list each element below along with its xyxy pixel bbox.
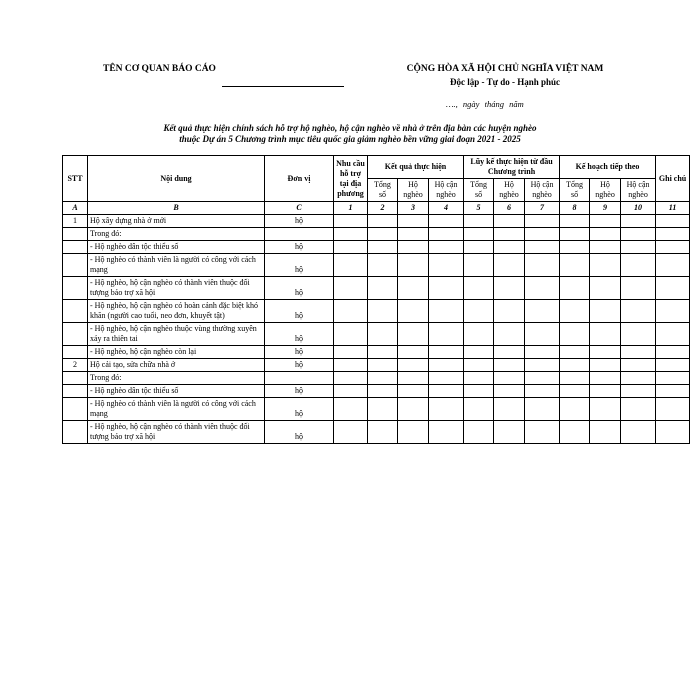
table-row (63, 421, 690, 444)
row-stt (63, 346, 88, 359)
value-cell (368, 346, 398, 359)
value-cell (464, 215, 494, 228)
value-cell (590, 215, 621, 228)
value-cell (621, 359, 656, 372)
report-title-line-1: Kết quả thực hiện chính sách hỗ trợ hộ nghèo, hộ cận nghèo về nhà ở trên địa bàn các huyện nghèo (163, 123, 537, 133)
row-stt (63, 323, 88, 346)
value-cell (590, 346, 621, 359)
value-cell (464, 300, 494, 323)
value-cell (560, 372, 590, 385)
value-cell (621, 277, 656, 300)
index-cell: 7 (525, 202, 560, 215)
value-cell (590, 421, 621, 444)
value-cell (368, 228, 398, 241)
value-cell (494, 346, 525, 359)
value-cell (621, 241, 656, 254)
agency-underline (222, 86, 344, 87)
index-cell: 5 (464, 202, 494, 215)
value-cell (494, 254, 525, 277)
value-cell (368, 385, 398, 398)
col-result-total: Tổng số (368, 179, 398, 202)
value-cell (334, 346, 368, 359)
value-cell (368, 254, 398, 277)
value-cell (334, 323, 368, 346)
row-unit: hộ (265, 359, 334, 372)
row-unit: hộ (265, 323, 334, 346)
value-cell (656, 385, 690, 398)
col-result-poor: Hộ nghèo (398, 179, 429, 202)
value-cell (560, 300, 590, 323)
value-cell (368, 359, 398, 372)
col-group-result: Kết quả thực hiện (368, 156, 464, 179)
value-cell (494, 228, 525, 241)
value-cell (429, 277, 464, 300)
value-cell (494, 372, 525, 385)
row-stt: 2 (63, 359, 88, 372)
row-unit: hộ (265, 300, 334, 323)
value-cell (560, 215, 590, 228)
row-stt (63, 241, 88, 254)
row-content: - Hộ nghèo dân tộc thiểu số (88, 385, 265, 398)
value-cell (590, 228, 621, 241)
value-cell (429, 254, 464, 277)
agency-name: TÊN CƠ QUAN BÁO CÁO (103, 64, 216, 74)
row-content: - Hộ nghèo, hộ cận nghèo có thành viên thuộc đối tượng bảo trợ xã hội (88, 421, 265, 444)
col-cumulative-total: Tổng số (464, 179, 494, 202)
value-cell (656, 254, 690, 277)
row-unit: hộ (265, 398, 334, 421)
value-cell (398, 421, 429, 444)
value-cell (525, 241, 560, 254)
value-cell (429, 359, 464, 372)
table-row (63, 215, 690, 228)
col-cumulative-near-poor: Hộ cận nghèo (525, 179, 560, 202)
value-cell (398, 254, 429, 277)
value-cell (334, 254, 368, 277)
value-cell (334, 277, 368, 300)
value-cell (464, 421, 494, 444)
value-cell (560, 254, 590, 277)
value-cell (398, 359, 429, 372)
value-cell (590, 254, 621, 277)
value-cell (590, 277, 621, 300)
value-cell (464, 372, 494, 385)
row-content: - Hộ nghèo, hộ cận nghèo có thành viên thuộc đối tượng bảo trợ xã hội (88, 277, 265, 300)
value-cell (334, 398, 368, 421)
value-cell (560, 346, 590, 359)
table-row (63, 300, 690, 323)
value-cell (525, 215, 560, 228)
value-cell (398, 398, 429, 421)
row-content: - Hộ nghèo có thành viên là người có công với cách mạng (88, 254, 265, 277)
report-title (60, 123, 640, 145)
value-cell (429, 372, 464, 385)
table-row (63, 385, 690, 398)
row-content: - Hộ nghèo dân tộc thiểu số (88, 241, 265, 254)
value-cell (560, 241, 590, 254)
value-cell (560, 277, 590, 300)
index-cell: B (88, 202, 265, 215)
nation-name: CỘNG HÒA XÃ HỘI CHỦ NGHĨA VIỆT NAM (406, 64, 604, 74)
col-plan-total: Tổng số (560, 179, 590, 202)
index-cell: 11 (656, 202, 690, 215)
value-cell (398, 300, 429, 323)
col-group-plan: Kế hoạch tiếp theo (560, 156, 656, 179)
value-cell (525, 421, 560, 444)
index-cell: 10 (621, 202, 656, 215)
col-plan-poor: Hộ nghèo (590, 179, 621, 202)
table-row (63, 359, 690, 372)
value-cell (368, 215, 398, 228)
row-unit: hộ (265, 277, 334, 300)
value-cell (656, 372, 690, 385)
value-cell (398, 323, 429, 346)
value-cell (429, 421, 464, 444)
value-cell (429, 300, 464, 323)
value-cell (656, 241, 690, 254)
index-cell: 3 (398, 202, 429, 215)
value-cell (429, 215, 464, 228)
col-group-cumulative: Lũy kế thực hiện từ đầu Chương trình (464, 156, 560, 179)
value-cell (621, 323, 656, 346)
national-header (380, 64, 630, 87)
value-cell (398, 346, 429, 359)
value-cell (494, 323, 525, 346)
index-cell: 9 (590, 202, 621, 215)
dateline: …., ngày tháng năm (446, 99, 524, 109)
value-cell (494, 421, 525, 444)
value-cell (494, 241, 525, 254)
value-cell (368, 241, 398, 254)
table-row (63, 372, 690, 385)
value-cell (560, 421, 590, 444)
index-cell: 6 (494, 202, 525, 215)
value-cell (334, 421, 368, 444)
row-content: Trong đó: (88, 228, 265, 241)
value-cell (656, 346, 690, 359)
value-cell (464, 398, 494, 421)
row-unit: hộ (265, 421, 334, 444)
report-table (62, 155, 690, 444)
value-cell (368, 398, 398, 421)
row-unit: hộ (265, 215, 334, 228)
index-cell: A (63, 202, 88, 215)
value-cell (494, 385, 525, 398)
value-cell (621, 228, 656, 241)
value-cell (525, 277, 560, 300)
value-cell (590, 385, 621, 398)
col-content: Nội dung (88, 156, 265, 202)
col-result-near-poor: Hộ cận nghèo (429, 179, 464, 202)
value-cell (494, 300, 525, 323)
value-cell (560, 385, 590, 398)
row-unit: hộ (265, 385, 334, 398)
value-cell (398, 241, 429, 254)
value-cell (334, 359, 368, 372)
value-cell (368, 372, 398, 385)
value-cell (525, 323, 560, 346)
value-cell (656, 215, 690, 228)
value-cell (590, 241, 621, 254)
value-cell (590, 359, 621, 372)
row-unit (265, 372, 334, 385)
value-cell (621, 398, 656, 421)
value-cell (334, 241, 368, 254)
value-cell (464, 346, 494, 359)
row-unit: hộ (265, 241, 334, 254)
national-motto: Độc lập - Tự do - Hạnh phúc (449, 77, 560, 87)
value-cell (334, 300, 368, 323)
col-need: Nhu cầu hỗ trợ tại địa phương (334, 156, 368, 202)
row-content: - Hộ nghèo, hộ cận nghèo có hoàn cảnh đặc biệt khó khăn (người cao tuổi, neo đơn, khuyết tật) (88, 300, 265, 323)
row-content: - Hộ nghèo có thành viên là người có công với cách mạng (88, 398, 265, 421)
value-cell (525, 359, 560, 372)
row-content: Hộ xây dựng nhà ở mới (88, 215, 265, 228)
value-cell (525, 398, 560, 421)
value-cell (464, 228, 494, 241)
row-unit (265, 228, 334, 241)
value-cell (494, 277, 525, 300)
row-stt (63, 277, 88, 300)
col-plan-near-poor: Hộ cận nghèo (621, 179, 656, 202)
value-cell (525, 300, 560, 323)
col-note: Ghi chú (656, 156, 690, 202)
value-cell (656, 323, 690, 346)
value-cell (429, 228, 464, 241)
value-cell (398, 228, 429, 241)
value-cell (621, 385, 656, 398)
table-row (63, 228, 690, 241)
row-stt (63, 398, 88, 421)
value-cell (656, 398, 690, 421)
value-cell (334, 372, 368, 385)
value-cell (494, 215, 525, 228)
value-cell (334, 215, 368, 228)
col-cumulative-poor: Hộ nghèo (494, 179, 525, 202)
value-cell (464, 323, 494, 346)
row-stt (63, 254, 88, 277)
index-cell: C (265, 202, 334, 215)
value-cell (464, 277, 494, 300)
value-cell (621, 421, 656, 444)
value-cell (464, 241, 494, 254)
row-stt (63, 228, 88, 241)
row-unit: hộ (265, 254, 334, 277)
index-cell: 4 (429, 202, 464, 215)
table-row (63, 398, 690, 421)
value-cell (398, 385, 429, 398)
value-cell (656, 359, 690, 372)
index-cell: 2 (368, 202, 398, 215)
value-cell (494, 398, 525, 421)
value-cell (398, 215, 429, 228)
index-cell: 1 (334, 202, 368, 215)
value-cell (429, 385, 464, 398)
value-cell (334, 385, 368, 398)
row-content: - Hộ nghèo, hộ cận nghèo còn lại (88, 346, 265, 359)
table-row (63, 254, 690, 277)
value-cell (334, 228, 368, 241)
value-cell (429, 398, 464, 421)
value-cell (464, 359, 494, 372)
value-cell (560, 398, 590, 421)
report-title-line-2: thuộc Dự án 5 Chương trình mục tiêu quốc gia giảm nghèo bền vững giai đoạn 2021 - 2025 (179, 134, 521, 144)
value-cell (656, 421, 690, 444)
value-cell (398, 372, 429, 385)
table-row (63, 346, 690, 359)
value-cell (590, 372, 621, 385)
table-row (63, 241, 690, 254)
value-cell (525, 254, 560, 277)
value-cell (464, 254, 494, 277)
column-index-row (63, 202, 690, 215)
value-cell (621, 215, 656, 228)
value-cell (560, 228, 590, 241)
row-content: Hộ cải tạo, sửa chữa nhà ở (88, 359, 265, 372)
index-cell: 8 (560, 202, 590, 215)
value-cell (621, 372, 656, 385)
value-cell (398, 277, 429, 300)
row-stt (63, 300, 88, 323)
value-cell (560, 323, 590, 346)
value-cell (621, 346, 656, 359)
value-cell (621, 300, 656, 323)
value-cell (525, 372, 560, 385)
value-cell (560, 359, 590, 372)
value-cell (429, 346, 464, 359)
row-stt (63, 421, 88, 444)
value-cell (656, 277, 690, 300)
value-cell (429, 323, 464, 346)
value-cell (590, 398, 621, 421)
row-stt (63, 372, 88, 385)
row-content: Trong đó: (88, 372, 265, 385)
col-stt: STT (63, 156, 88, 202)
row-content: - Hộ nghèo, hộ cận nghèo thuộc vùng thường xuyên xảy ra thiên tai (88, 323, 265, 346)
value-cell (621, 254, 656, 277)
value-cell (656, 300, 690, 323)
value-cell (464, 385, 494, 398)
value-cell (525, 228, 560, 241)
value-cell (368, 277, 398, 300)
value-cell (525, 346, 560, 359)
value-cell (368, 421, 398, 444)
row-stt: 1 (63, 215, 88, 228)
table-row (63, 323, 690, 346)
col-unit: Đơn vị (265, 156, 334, 202)
value-cell (494, 359, 525, 372)
value-cell (368, 300, 398, 323)
value-cell (590, 300, 621, 323)
value-cell (368, 323, 398, 346)
value-cell (525, 385, 560, 398)
value-cell (656, 228, 690, 241)
row-unit: hộ (265, 346, 334, 359)
table-row (63, 277, 690, 300)
value-cell (590, 323, 621, 346)
row-stt (63, 385, 88, 398)
value-cell (429, 241, 464, 254)
